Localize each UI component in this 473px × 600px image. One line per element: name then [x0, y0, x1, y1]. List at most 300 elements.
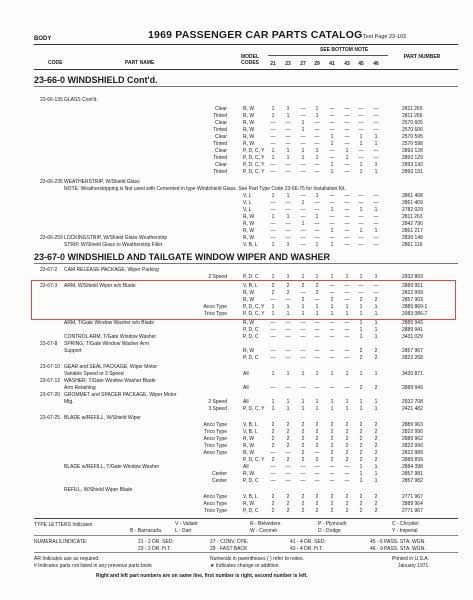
quantity-cell: —: [300, 385, 306, 391]
part-number: 2570 595: [402, 134, 423, 140]
part-variant: Trico Type: [203, 443, 227, 449]
quantity-cell: 1: [301, 221, 305, 227]
quantity-cell: —: [344, 320, 350, 326]
quantity-cell: —: [329, 348, 335, 354]
quantity-cell: 2: [374, 422, 378, 428]
quantity-cell: —: [270, 235, 276, 241]
quantity-cell: 1: [286, 113, 290, 119]
part-description: CAM RELEASE PACKAGE, Wiper Parking: [64, 267, 159, 273]
quantity-cell: 2: [345, 457, 349, 463]
quantity-cell: 1: [271, 311, 275, 317]
model-codes: V, B, L: [243, 429, 258, 435]
part-number: 2421 482: [402, 406, 423, 412]
quantity-cell: 2: [345, 443, 349, 449]
quantity-cell: —: [314, 120, 320, 126]
quantity-cell: 1: [359, 327, 363, 333]
year-header: 41: [329, 61, 335, 67]
quantity-cell: —: [344, 127, 350, 133]
quantity-cell: 2: [330, 494, 334, 500]
quantity-cell: 2: [271, 290, 275, 296]
part-number: 2842 790: [402, 221, 423, 227]
year-group-rule: [268, 55, 388, 56]
quantity-cell: —: [329, 120, 335, 126]
quantity-cell: 1: [359, 371, 363, 377]
quantity-cell: 1: [301, 148, 305, 154]
quantity-cell: —: [270, 348, 276, 354]
quantity-cell: —: [314, 127, 320, 133]
part-variant: 2 Speed: [208, 274, 227, 280]
quantity-cell: —: [314, 297, 320, 303]
quantity-cell: —: [314, 334, 320, 340]
quantity-cell: —: [373, 214, 379, 220]
quantity-cell: 1: [330, 399, 334, 405]
quantity-cell: 1: [315, 311, 319, 317]
quantity-cell: —: [344, 120, 350, 126]
part-variant: Anco Type: [203, 436, 227, 442]
quantity-cell: 2: [271, 501, 275, 507]
quantity-cell: —: [314, 221, 320, 227]
quantity-cell: 1: [286, 148, 290, 154]
quantity-cell: —: [314, 320, 320, 326]
quantity-cell: —: [344, 113, 350, 119]
quantity-cell: 2: [330, 508, 334, 514]
part-number: 2822 989: [402, 450, 423, 456]
quantity-cell: 2: [286, 436, 290, 442]
quantity-cell: 1: [345, 274, 349, 280]
part-number: 2861 408: [402, 193, 423, 199]
type-letter-entry: R - Belvedere: [250, 521, 281, 527]
quantity-cell: —: [358, 235, 364, 241]
part-description: Support: [64, 348, 82, 354]
type-letter-entry: W - Coronet: [250, 528, 277, 534]
quantity-cell: —: [329, 478, 335, 484]
model-codes: P, D, C, Y: [243, 148, 265, 154]
model-codes: R, W: [243, 235, 255, 241]
quantity-cell: 1: [374, 162, 378, 168]
quantity-cell: 1: [315, 399, 319, 405]
quantity-cell: 2: [286, 443, 290, 449]
quantity-cell: —: [285, 478, 291, 484]
part-variant: Tinted: [213, 169, 227, 175]
section-windshield-title: 23-66-0 WINDSHIELD Cont'd.: [34, 75, 158, 85]
quantity-cell: 1: [271, 155, 275, 161]
quantity-cell: —: [329, 320, 335, 326]
quantity-cell: —: [329, 127, 335, 133]
quantity-cell: 2: [315, 429, 319, 435]
quantity-cell: —: [329, 385, 335, 391]
quantity-cell: —: [344, 214, 350, 220]
quantity-cell: 2: [359, 457, 363, 463]
quantity-cell: —: [329, 155, 335, 161]
part-variant: Clear: [215, 148, 227, 154]
part-number: 2893 131: [402, 169, 423, 175]
quantity-cell: 2: [359, 450, 363, 456]
section-wiper-washer-title: 23-67-0 WINDSHIELD AND TAILGATE WINDOW WIPER AND WASHER: [34, 252, 331, 262]
part-description: NOTE: Weatherstripping is Not used with Cemented in type Windshield Glass. See Part Type Code 23-66-75 for Installation Kit.: [64, 186, 346, 192]
numeral-entry: 29 - FAST BACK: [210, 546, 248, 552]
quantity-cell: 2: [286, 422, 290, 428]
quantity-cell: 1: [330, 169, 334, 175]
quantity-cell: —: [270, 478, 276, 484]
quantity-cell: —: [373, 148, 379, 154]
part-number: 2822 990: [402, 429, 423, 435]
quantity-cell: 1: [374, 399, 378, 405]
model-codes: P, D, C, Y: [243, 457, 265, 463]
quantity-cell: —: [300, 134, 306, 140]
part-variant: Clear: [215, 134, 227, 140]
table-row: [0, 97, 473, 104]
quantity-cell: —: [285, 134, 291, 140]
part-number: 2889 839: [402, 457, 423, 463]
quantity-cell: —: [373, 193, 379, 199]
quantity-cell: —: [270, 200, 276, 206]
quantity-cell: —: [300, 471, 306, 477]
part-number: 2889 962: [402, 436, 423, 442]
quantity-cell: —: [270, 169, 276, 175]
part-number: 2857 982: [402, 478, 423, 484]
header-rule-top: [34, 44, 458, 45]
quantity-cell: —: [329, 327, 335, 333]
quantity-cell: 2: [374, 501, 378, 507]
model-codes: R, W: [243, 501, 255, 507]
quantity-cell: —: [300, 327, 306, 333]
quantity-cell: 1: [315, 106, 319, 112]
quantity-cell: 1: [271, 113, 275, 119]
quantity-cell: 1: [345, 155, 349, 161]
quantity-cell: 1: [330, 311, 334, 317]
model-codes: R, W: [243, 297, 255, 303]
model-codes: P, D, C: [243, 334, 259, 340]
numeral-entry: 23 - 2 DR. H.T.: [138, 546, 172, 552]
quantity-cell: —: [300, 169, 306, 175]
quantity-cell: —: [285, 228, 291, 234]
quantity-cell: 1: [301, 127, 305, 133]
part-number: 2893 129: [402, 155, 423, 161]
quantity-cell: —: [329, 290, 335, 296]
quantity-cell: 2: [315, 508, 319, 514]
part-variant: Tinted: [213, 113, 227, 119]
section2-rule: [34, 263, 458, 264]
model-codes: R, W: [243, 320, 255, 326]
quantity-cell: —: [373, 283, 379, 289]
quantity-cell: —: [373, 235, 379, 241]
part-number: 2811 263: [402, 214, 423, 220]
quantity-cell: 2: [330, 429, 334, 435]
quantity-cell: 2: [330, 501, 334, 507]
part-number: 2570 605: [402, 120, 423, 126]
quantity-cell: 2: [330, 436, 334, 442]
numeral-entry: 45 - 6 PASS. STA. WGN.: [370, 539, 426, 545]
part-description: Arm Retaining: [64, 385, 96, 391]
quantity-cell: 1: [301, 200, 305, 206]
quantity-cell: —: [300, 235, 306, 241]
part-variant: Trico Type: [203, 508, 227, 514]
quantity-cell: —: [285, 297, 291, 303]
quantity-cell: —: [285, 221, 291, 227]
quantity-cell: —: [270, 134, 276, 140]
model-codes: V, B, L: [243, 494, 258, 500]
quantity-cell: 2: [301, 501, 305, 507]
quantity-cell: —: [329, 283, 335, 289]
quantity-cell: 2: [330, 297, 334, 303]
model-codes: V, B, L: [243, 283, 258, 289]
quantity-cell: 1: [374, 311, 378, 317]
quantity-cell: 2: [359, 501, 363, 507]
part-number: 2857 981: [402, 471, 423, 477]
model-codes: All: [243, 399, 249, 405]
quantity-cell: —: [358, 113, 364, 119]
part-variant: Anco Type: [203, 501, 227, 507]
quantity-cell: —: [300, 113, 306, 119]
quantity-cell: 1: [301, 304, 305, 310]
year-header: 46: [373, 61, 379, 67]
part-code: 23-67-2: [40, 267, 58, 273]
quantity-cell: —: [373, 113, 379, 119]
quantity-cell: —: [373, 127, 379, 133]
quantity-cell: 2: [301, 422, 305, 428]
note-change-addition: ★ Indicates change or addition.: [210, 563, 280, 569]
quantity-cell: —: [344, 478, 350, 484]
part-variant: 3 Speed: [208, 406, 227, 412]
quantity-cell: 2: [271, 283, 275, 289]
part-variant: Tinted: [213, 155, 227, 161]
quantity-cell: 1: [359, 141, 363, 147]
page-title: 1969 PASSENGER CAR PARTS CATALOG: [148, 29, 363, 41]
quantity-cell: 1: [315, 274, 319, 280]
quantity-cell: —: [300, 214, 306, 220]
quantity-cell: 2: [286, 494, 290, 500]
quantity-cell: 1: [330, 242, 334, 248]
quantity-cell: —: [314, 141, 320, 147]
quantity-cell: —: [300, 334, 306, 340]
quantity-cell: —: [329, 106, 335, 112]
quantity-cell: —: [314, 450, 320, 456]
quantity-cell: —: [285, 127, 291, 133]
quantity-cell: 1: [286, 242, 290, 248]
model-codes: All: [243, 371, 249, 377]
part-code: 23-66-259: [40, 235, 63, 241]
quantity-cell: 1: [374, 371, 378, 377]
part-number: 2983 086-7: [402, 311, 428, 317]
quantity-cell: —: [329, 148, 335, 154]
type-letter-entry: C - Chrysler: [392, 521, 419, 527]
model-codes: P, D, C, Y: [243, 406, 265, 412]
model-codes: R, W: [243, 290, 255, 296]
table-row: [0, 508, 473, 515]
part-variant: Anco Type: [203, 494, 227, 500]
quantity-cell: 1: [359, 478, 363, 484]
quantity-cell: —: [314, 162, 320, 168]
quantity-cell: 1: [315, 113, 319, 119]
type-letter-entry: B - Barracuda: [130, 528, 161, 534]
quantity-cell: 2: [315, 436, 319, 442]
quantity-cell: —: [344, 385, 350, 391]
quantity-cell: 1: [315, 148, 319, 154]
quantity-cell: —: [314, 385, 320, 391]
quantity-cell: 1: [271, 193, 275, 199]
part-number: 2570 606: [402, 127, 423, 133]
part-code: 23-67-3: [40, 283, 58, 289]
quantity-cell: —: [285, 162, 291, 168]
part-description: Mtg.: [64, 399, 74, 405]
quantity-cell: 2: [359, 348, 363, 354]
model-codes: R, W: [243, 134, 255, 140]
quantity-cell: 1: [315, 155, 319, 161]
quantity-cell: 2: [271, 508, 275, 514]
quantity-cell: —: [344, 334, 350, 340]
quantity-cell: 2: [301, 429, 305, 435]
model-codes: P, D, C: [243, 327, 259, 333]
quantity-cell: —: [314, 235, 320, 241]
header-section-label: BODY: [34, 36, 52, 42]
quantity-cell: 1: [271, 214, 275, 220]
quantity-cell: 1: [345, 311, 349, 317]
quantity-cell: —: [300, 348, 306, 354]
quantity-cell: —: [270, 471, 276, 477]
quantity-cell: 1: [374, 471, 378, 477]
model-codes: R, W: [243, 450, 255, 456]
quantity-cell: 1: [374, 141, 378, 147]
quantity-cell: —: [373, 221, 379, 227]
quantity-cell: —: [285, 207, 291, 213]
quantity-cell: —: [358, 193, 364, 199]
quantity-cell: 1: [271, 242, 275, 248]
quantity-cell: 1: [271, 371, 275, 377]
part-description: Variable Speed or 3 Speed: [64, 371, 124, 377]
part-number: 2893 128: [402, 148, 423, 154]
quantity-cell: —: [373, 290, 379, 296]
quantity-cell: 1: [359, 162, 363, 168]
quantity-cell: —: [329, 113, 335, 119]
quantity-cell: —: [344, 141, 350, 147]
numerals-label: NUMERALS INDICATE:: [34, 539, 88, 545]
part-number: 2889 964: [402, 501, 423, 507]
quantity-cell: 2: [286, 501, 290, 507]
quantity-cell: 2: [330, 450, 334, 456]
quantity-cell: —: [373, 106, 379, 112]
part-number: 2857 967: [402, 348, 423, 354]
quantity-cell: —: [285, 320, 291, 326]
quantity-cell: —: [329, 214, 335, 220]
quantity-cell: —: [270, 207, 276, 213]
type-letter-entry: D - Dodge: [318, 528, 341, 534]
part-number: 3420 871: [402, 371, 423, 377]
quantity-cell: —: [300, 207, 306, 213]
model-codes: R, W: [243, 214, 255, 220]
model-codes: V, L: [243, 200, 252, 206]
quantity-cell: 1: [359, 464, 363, 470]
quantity-cell: 2: [301, 443, 305, 449]
year-header: 29: [314, 61, 320, 67]
quantity-cell: —: [329, 200, 335, 206]
quantity-cell: —: [270, 334, 276, 340]
part-number: 2889 963: [402, 422, 423, 428]
quantity-cell: —: [270, 450, 276, 456]
note-right-left: Right and left part numbers are on same line, first number is right, second number is left.: [96, 573, 308, 579]
quantity-cell: 1: [286, 155, 290, 161]
quantity-cell: 2: [330, 422, 334, 428]
quantity-cell: 1: [330, 406, 334, 412]
quantity-cell: 1: [271, 406, 275, 412]
part-description: WASHER, T/Gate Window Washer Blade: [64, 378, 156, 384]
quantity-cell: —: [344, 327, 350, 333]
quantity-cell: 2: [315, 443, 319, 449]
quantity-cell: 1: [330, 141, 334, 147]
part-number: 2889 951: [402, 283, 423, 289]
quantity-cell: 1: [301, 120, 305, 126]
quantity-cell: —: [285, 348, 291, 354]
part-number: 2839 148: [402, 235, 423, 241]
quantity-cell: —: [373, 120, 379, 126]
model-codes: V, B, L: [243, 422, 258, 428]
part-number: 2889 943: [402, 385, 423, 391]
column-part-number: PART NUMBER: [403, 54, 441, 60]
model-codes: R, W: [243, 348, 255, 354]
quantity-cell: 1: [359, 406, 363, 412]
quantity-cell: 1: [315, 193, 319, 199]
part-number: 2822 999: [402, 290, 423, 296]
quantity-cell: 1: [330, 228, 334, 234]
quantity-cell: —: [329, 471, 335, 477]
quantity-cell: 2: [374, 508, 378, 514]
model-codes: All: [243, 464, 249, 470]
model-codes: V, L: [243, 193, 252, 199]
quantity-cell: —: [358, 200, 364, 206]
quantity-cell: 1: [374, 274, 378, 280]
quantity-cell: 2: [374, 457, 378, 463]
part-number: 2893 130: [402, 162, 423, 168]
quantity-cell: —: [344, 242, 350, 248]
part-description: ARM, W/Shield Wiper w/o Blade: [64, 283, 136, 289]
year-header: 23: [285, 61, 291, 67]
quantity-cell: 2: [374, 348, 378, 354]
quantity-cell: —: [270, 385, 276, 391]
table-row: [0, 478, 473, 485]
numeral-entry: 41 - 4 DR. SED.: [290, 539, 326, 545]
quantity-cell: 1: [374, 228, 378, 234]
model-codes: R, W: [243, 443, 255, 449]
quantity-cell: —: [270, 127, 276, 133]
quantity-cell: —: [285, 471, 291, 477]
quantity-cell: 2: [301, 457, 305, 463]
quantity-cell: —: [285, 355, 291, 361]
model-codes: R, W: [243, 436, 255, 442]
part-number: 2782 029: [402, 207, 423, 213]
quantity-cell: —: [300, 141, 306, 147]
quantity-cell: —: [300, 106, 306, 112]
quantity-cell: —: [300, 162, 306, 168]
quantity-cell: —: [358, 155, 364, 161]
model-codes: All: [243, 385, 249, 391]
quantity-cell: —: [300, 242, 306, 248]
quantity-cell: —: [270, 320, 276, 326]
quantity-cell: —: [285, 450, 291, 456]
quantity-cell: 1: [271, 399, 275, 405]
quantity-cell: 1: [315, 214, 319, 220]
quantity-cell: 2: [345, 436, 349, 442]
quantity-cell: —: [358, 290, 364, 296]
quantity-cell: 2: [359, 385, 363, 391]
section1-rule: [34, 86, 458, 87]
part-code: 23-67-8: [40, 341, 58, 347]
quantity-cell: 1: [286, 399, 290, 405]
quantity-cell: 2: [315, 422, 319, 428]
quantity-cell: 1: [301, 274, 305, 280]
quantity-cell: 1: [315, 304, 319, 310]
quantity-cell: 1: [374, 207, 378, 213]
part-variant: Clear: [215, 162, 227, 168]
part-variant: Trico Type: [203, 429, 227, 435]
